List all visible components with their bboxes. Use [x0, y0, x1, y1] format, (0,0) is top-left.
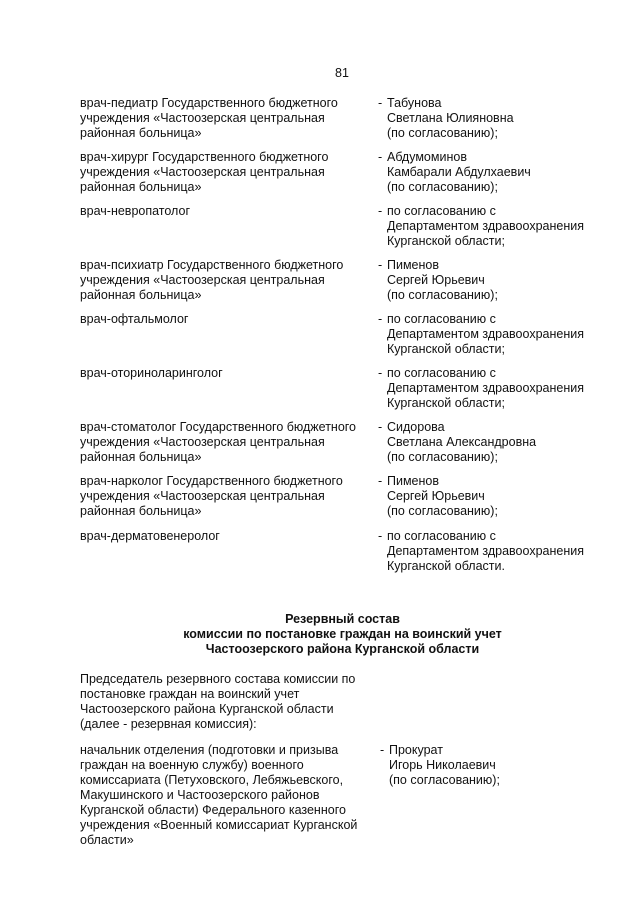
person-line: (по согласованию); — [389, 773, 500, 787]
position-line: учреждения «Военный комиссариат Курганской — [80, 818, 358, 832]
person-line: Департаментом здравоохранения — [387, 544, 584, 558]
member-position — [80, 474, 370, 519]
position-line: врач-педиатр Государственного бюджетного — [80, 96, 338, 110]
member-position — [80, 743, 380, 848]
position-line: врач-психиатр Государственного бюджетного — [80, 258, 344, 272]
person-line: Светлана Александровна — [387, 435, 537, 449]
person-line: Департаментом здравоохранения — [387, 381, 584, 395]
person-line: Пименов — [387, 474, 440, 488]
member-person — [378, 312, 608, 357]
member-person — [378, 366, 608, 411]
dash-marker: - — [380, 743, 385, 757]
dash-marker: - — [378, 529, 383, 543]
position-line: области» — [80, 833, 134, 847]
person-line: Пименов — [387, 258, 440, 272]
position-line: граждан на военную службу) военного — [80, 758, 304, 772]
person-line: Табунова — [387, 96, 442, 110]
dash-marker: - — [378, 96, 383, 110]
heading-line: Резервный состав — [285, 612, 400, 626]
position-line: учреждения «Частоозерская центральная — [80, 165, 325, 179]
person-line: Прокурат — [389, 743, 443, 757]
dash-marker: - — [378, 204, 383, 218]
person-line: по согласованию с — [387, 529, 496, 543]
member-person — [378, 529, 608, 574]
chair-line: (далее - резервная комиссия): — [80, 717, 257, 731]
member-person — [380, 743, 600, 788]
position-line: врач-невропатолог — [80, 204, 190, 218]
person-line: Сергей Юрьевич — [387, 273, 485, 287]
person-line: Камбарали Абдулхаевич — [387, 165, 531, 179]
position-line: врач-дерматовенеролог — [80, 529, 220, 543]
member-person — [378, 150, 608, 195]
position-line: районная больница» — [80, 450, 202, 464]
person-line: по согласованию с — [387, 312, 496, 326]
person-line: по согласованию с — [387, 204, 496, 218]
member-person — [378, 204, 608, 249]
chair-description — [80, 672, 380, 732]
dash-marker: - — [378, 312, 383, 326]
person-line: по согласованию с — [387, 366, 496, 380]
position-line: врач-офтальмолог — [80, 312, 189, 326]
member-position — [80, 420, 370, 465]
person-line: Светлана Юлияновна — [387, 111, 514, 125]
dash-marker: - — [378, 366, 383, 380]
person-line: Курганской области; — [387, 234, 505, 248]
position-line: врач-хирург Государственного бюджетного — [80, 150, 329, 164]
position-line: врач-нарколог Государственного бюджетного — [80, 474, 343, 488]
position-line: учреждения «Частоозерская центральная — [80, 489, 325, 503]
member-position — [80, 150, 370, 195]
person-line: (по согласованию); — [387, 504, 498, 518]
position-line: начальник отделения (подготовки и призыва — [80, 743, 339, 757]
dash-marker: - — [378, 420, 383, 434]
member-person — [378, 420, 608, 465]
person-line: Курганской области. — [387, 559, 505, 573]
chair-line: Частоозерского района Курганской области — [80, 702, 334, 716]
person-line: Сергей Юрьевич — [387, 489, 485, 503]
heading-line: комиссии по постановке граждан на воинский учет — [183, 627, 502, 641]
position-line: учреждения «Частоозерская центральная — [80, 111, 325, 125]
chair-line: постановке граждан на воинский учет — [80, 687, 300, 701]
position-line: Макушинского и Частоозерского районов — [80, 788, 320, 802]
dash-marker: - — [378, 150, 383, 164]
heading-line: Частоозерского района Курганской области — [205, 642, 480, 656]
dash-marker: - — [378, 258, 383, 272]
position-line: учреждения «Частоозерская центральная — [80, 435, 325, 449]
person-line: (по согласованию); — [387, 288, 498, 302]
member-position — [80, 312, 370, 327]
person-line: Курганской области; — [387, 342, 505, 356]
member-position — [80, 258, 370, 303]
member-position — [80, 529, 370, 544]
member-person — [378, 96, 608, 141]
position-line: районная больница» — [80, 126, 202, 140]
member-position — [80, 96, 370, 141]
person-line: Игорь Николаевич — [389, 758, 496, 772]
person-line: Департаментом здравоохранения — [387, 219, 584, 233]
page-number: 81 — [335, 66, 349, 80]
position-line: врач-оториноларинголог — [80, 366, 223, 380]
position-line: комиссариата (Петуховского, Лебяжьевского, — [80, 773, 344, 787]
chair-line: Председатель резервного состава комиссии по — [80, 672, 356, 686]
dash-marker: - — [378, 474, 383, 488]
member-position — [80, 204, 370, 219]
position-line: учреждения «Частоозерская центральная — [80, 273, 325, 287]
person-line: Курганской области; — [387, 396, 505, 410]
member-position — [80, 366, 370, 381]
person-line: (по согласованию); — [387, 450, 498, 464]
person-line: Департаментом здравоохранения — [387, 327, 584, 341]
member-person — [378, 474, 608, 519]
person-line: Сидорова — [387, 420, 445, 434]
position-line: врач-стоматолог Государственного бюджетного — [80, 420, 357, 434]
position-line: районная больница» — [80, 288, 202, 302]
member-person — [378, 258, 608, 303]
position-line: Курганской области) Федерального казенного — [80, 803, 346, 817]
person-line: (по согласованию); — [387, 126, 498, 140]
person-line: (по согласованию); — [387, 180, 498, 194]
person-line: Абдумоминов — [387, 150, 467, 164]
position-line: районная больница» — [80, 180, 202, 194]
position-line: районная больница» — [80, 504, 202, 518]
reserve-heading — [80, 612, 605, 657]
